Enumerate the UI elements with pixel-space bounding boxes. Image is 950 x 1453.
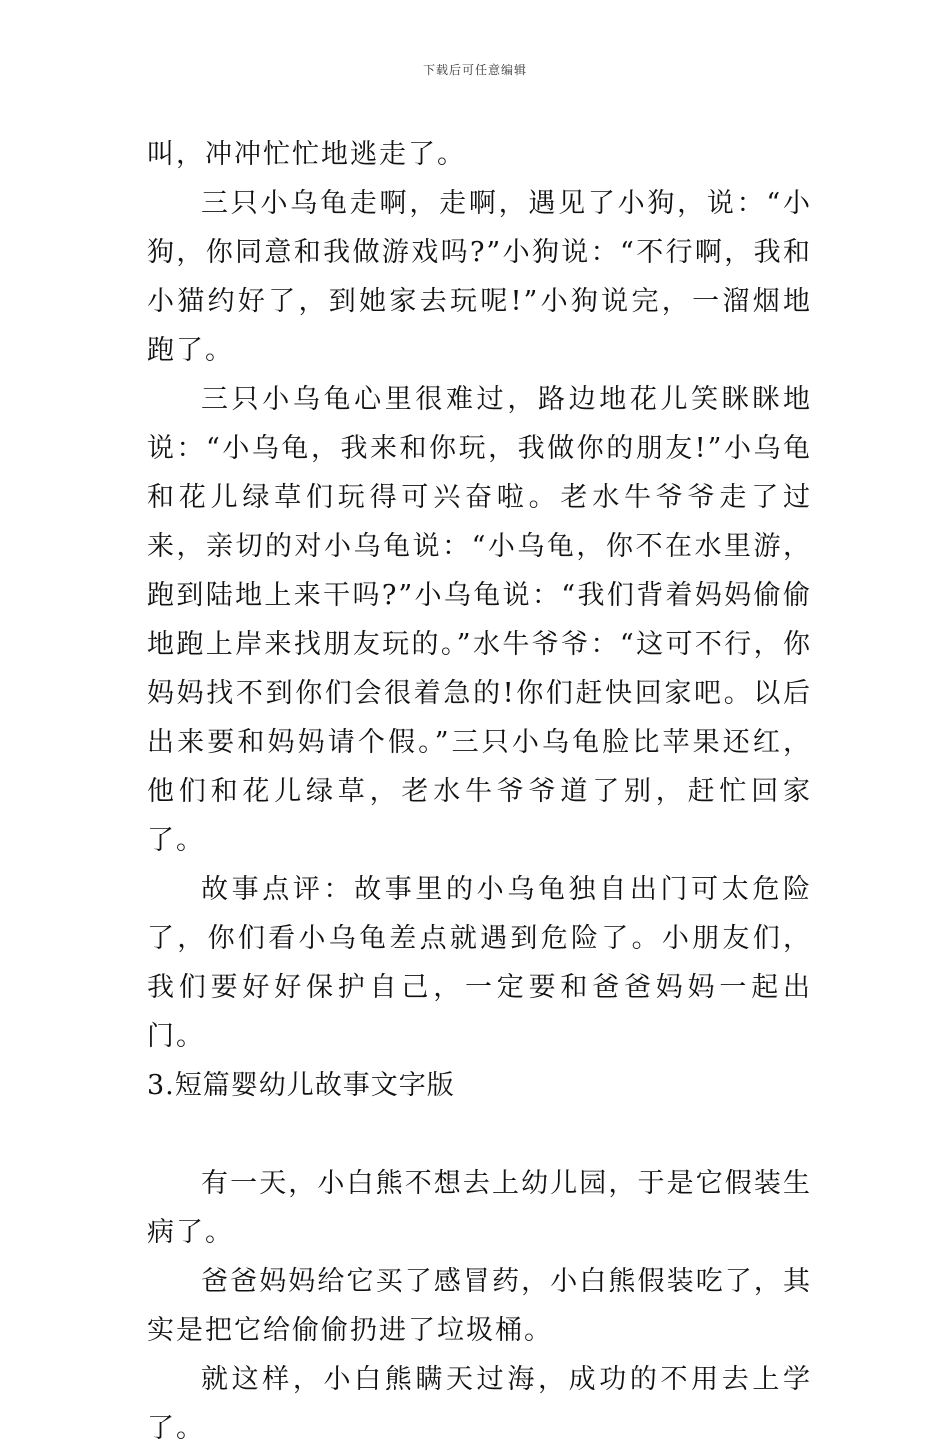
paragraph-continuation: 叫，冲冲忙忙地逃走了。 [147, 139, 466, 170]
paragraph-flowers-and-buffalo: 三只小乌龟心里很难过，路边地花儿笑眯眯地说：“小乌龟，我来和你玩，我做你的朋友!”小乌龟和花儿绿草们玩得可兴奋啦。老水牛爷爷走了过来，亲切的对小乌龟说：“小乌龟，你不在水里游，跑到陆地上来干吗?”小乌龟说：“我们背着妈妈偷偷地跑上岸来找朋友玩的。”水牛爷爷：“这可不行，你 妈妈找不到你们会很着急的!你们赶快回家吧。以后出来要和妈妈请个假。”三只小乌龟脸比苹果还红，他们和花儿绿草，老水牛爷爷道了别，赶忙回家了。 [147, 384, 812, 856]
section-heading: 3.短篇婴幼儿故事文字版 [147, 1070, 455, 1101]
page-header-note: 下载后可任意编辑 [422, 63, 527, 77]
paragraph-meet-puppy: 三只小乌龟走啊，走啊，遇见了小狗，说：“小狗，你同意和我做游戏吗?”小狗说：“不行啊，我和小猫约好了，到她家去玩呢!”小狗说完，一溜烟地跑了。 [147, 188, 812, 366]
blank-line [147, 1110, 812, 1159]
document-body [147, 130, 812, 1453]
paragraph-story-comment: 故事点评：故事里的小乌龟独自出门可太危险了，你们看小乌龟差点就遇到危险了。小朋友们，我们要好好保护自己，一定要和爸爸妈妈一起出门。 [147, 874, 812, 1052]
paragraph-white-bear-sick: 有一天，小白熊不想去上幼儿园，于是它假装生病了。 [147, 1168, 812, 1248]
paragraph-no-school: 就这样，小白熊瞒天过海，成功的不用去上学了。 [147, 1364, 812, 1444]
paragraph-cold-medicine: 爸爸妈妈给它买了感冒药，小白熊假装吃了，其实是把它给偷偷扔进了垃圾桶。 [147, 1266, 812, 1346]
